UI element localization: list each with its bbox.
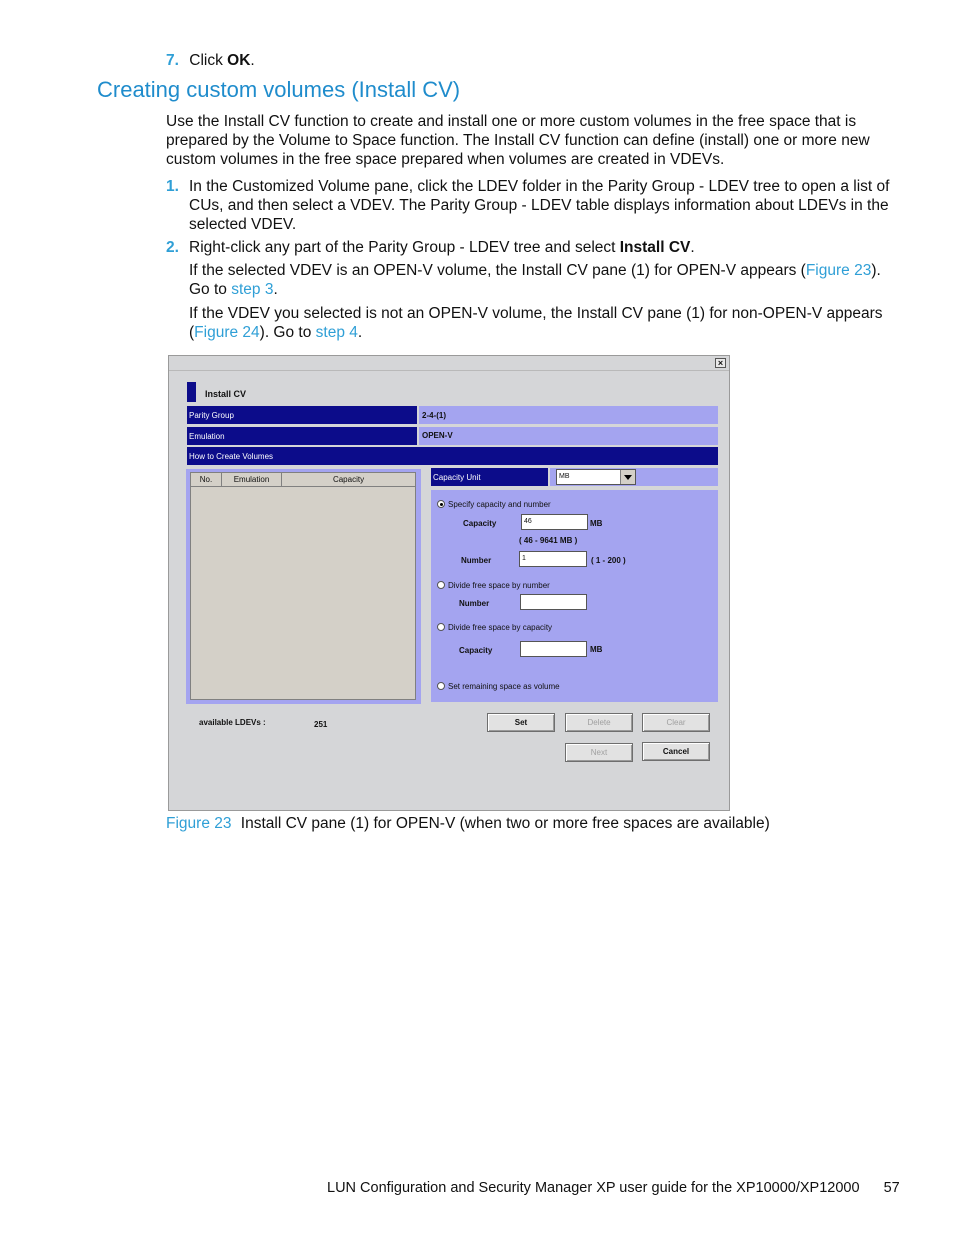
opt-specify-label: Specify capacity and number — [448, 500, 551, 509]
caption-text: Install CV pane (1) for OPEN-V (when two or more free spaces are available) — [240, 815, 770, 832]
step-3-link[interactable]: step 3 — [231, 281, 274, 298]
step-line: CUs, and then select a VDEV. The Parity Group - LDEV table displays information about LDEVs in the — [189, 197, 889, 214]
parity-group-value-cell — [419, 406, 718, 424]
step-line: selected VDEV. — [189, 216, 297, 233]
capacity2-mb-unit: MB — [590, 645, 603, 654]
capacity-input[interactable]: 46 — [521, 514, 588, 530]
close-icon[interactable]: × — [715, 358, 726, 368]
emulation-value-cell — [419, 427, 718, 445]
opt-divide-capacity-label: Divide free space by capacity — [448, 623, 553, 632]
how-to-create-label: How to Create Volumes — [189, 452, 274, 461]
options-panel — [431, 490, 718, 702]
number-label: Number — [461, 556, 492, 565]
available-ldevs-value: 251 — [314, 720, 328, 729]
install-cv-dialog — [168, 355, 730, 811]
step-text: Right-click any part of the Parity Group - LDEV tree and select — [189, 239, 620, 256]
capacity2-label: Capacity — [459, 646, 493, 655]
para-text: ( — [189, 324, 195, 341]
capacity-label: Capacity — [463, 519, 497, 528]
next-button[interactable]: Next — [565, 743, 633, 762]
step-line: In the Customized Volume pane, click the LDEV folder in the Parity Group - LDEV tree to open a list of — [189, 178, 890, 195]
para-text: ). — [871, 262, 881, 279]
footer — [327, 1180, 900, 1196]
clear-button[interactable]: Clear — [642, 713, 710, 732]
opt-remaining-label: Set remaining space as volume — [448, 682, 560, 691]
how-to-create-header — [187, 447, 718, 465]
para-text: . — [273, 281, 278, 298]
step-text: Click — [189, 52, 228, 69]
capacity-range: ( 46 - 9641 MB ) — [519, 536, 578, 545]
para-text: If the VDEV you selected is not an OPEN-V volume, the Install CV pane (1) for non-OPEN-V appears — [189, 305, 883, 322]
radio-specify[interactable] — [437, 500, 445, 508]
capacity-unit-cell — [550, 468, 718, 486]
footer-text: LUN Configuration and Security Manager XP user guide for the XP10000/XP12000 — [327, 1180, 860, 1196]
step-1-number: 1. — [166, 178, 179, 195]
figure-24-link[interactable]: Figure 24 — [194, 324, 260, 341]
ldev-table[interactable] — [190, 472, 416, 700]
capacity-unit-header — [431, 468, 548, 486]
intro-line: prepared by the Volume to Space function. The Install CV function can define (install) one or more new — [166, 132, 870, 149]
intro-paragraph — [166, 112, 870, 169]
capacity-unit-label: Capacity Unit — [433, 473, 481, 482]
dialog-title: Install CV — [205, 389, 247, 399]
delete-button[interactable]: Delete — [565, 713, 633, 732]
step-text-end: . — [250, 52, 255, 69]
para-text: ). Go to — [259, 324, 316, 341]
intro-line: custom volumes in the free space prepared when volumes are created in VDEVs. — [166, 151, 725, 168]
cancel-button[interactable]: Cancel — [642, 742, 710, 761]
dialog-titlebar — [169, 356, 729, 371]
ok-emphasis: OK — [227, 52, 251, 69]
para-text: Go to — [189, 281, 232, 298]
step-2-text — [189, 238, 695, 257]
opt-divide-number-label: Divide free space by number — [448, 581, 550, 590]
ldev-table-header — [191, 473, 415, 487]
set-button[interactable]: Set — [487, 713, 555, 732]
radio-divide-number[interactable] — [437, 581, 445, 589]
col-emulation[interactable]: Emulation — [222, 473, 282, 486]
available-ldevs-label: available LDEVs : — [199, 718, 266, 727]
capacity2-input[interactable] — [520, 641, 587, 657]
para-text: If the selected VDEV is an OPEN-V volume, the Install CV pane (1) for OPEN-V appears ( — [189, 262, 806, 279]
emulation-value: OPEN-V — [422, 431, 453, 440]
figure-caption — [166, 814, 770, 833]
number2-input[interactable] — [520, 594, 587, 610]
radio-divide-capacity[interactable] — [437, 623, 445, 631]
title-marker — [187, 382, 196, 402]
step-2-para-1 — [189, 261, 881, 299]
figure-23-link[interactable]: Figure 23 — [805, 262, 872, 279]
page-number: 57 — [883, 1180, 900, 1196]
step-2-para-2 — [189, 304, 883, 342]
emulation-label: Emulation — [189, 432, 225, 441]
section-title: Creating custom volumes (Install CV) — [97, 77, 461, 102]
step-7 — [166, 51, 255, 70]
step-text-end: . — [690, 239, 695, 256]
parity-group-value: 2-4-(1) — [422, 411, 447, 420]
figure-label: Figure 23 — [166, 815, 232, 832]
emulation-header — [187, 427, 417, 445]
para-text: . — [357, 324, 363, 341]
step-2-number: 2. — [166, 239, 179, 256]
capacity-unit-select[interactable] — [556, 469, 636, 485]
step-number: 7. — [166, 52, 179, 69]
number-range: ( 1 - 200 ) — [591, 556, 626, 565]
capacity-unit-value: MB — [559, 473, 570, 480]
install-cv-emphasis: Install CV — [619, 239, 691, 256]
parity-group-label: Parity Group — [189, 411, 234, 420]
col-capacity[interactable]: Capacity — [332, 475, 365, 484]
radio-remaining[interactable] — [437, 682, 445, 690]
col-no[interactable]: No. — [191, 473, 222, 486]
capacity-mb-unit: MB — [590, 519, 603, 528]
step-1-text — [189, 177, 889, 234]
ldev-table-frame — [186, 469, 421, 704]
step-4-link[interactable]: step 4 — [315, 324, 358, 341]
number2-label: Number — [459, 599, 490, 608]
number-input[interactable]: 1 — [519, 551, 587, 567]
chevron-down-icon[interactable] — [620, 470, 635, 484]
intro-line: Use the Install CV function to create and install one or more custom volumes in the free space that is — [166, 113, 857, 130]
parity-group-header — [187, 406, 417, 424]
